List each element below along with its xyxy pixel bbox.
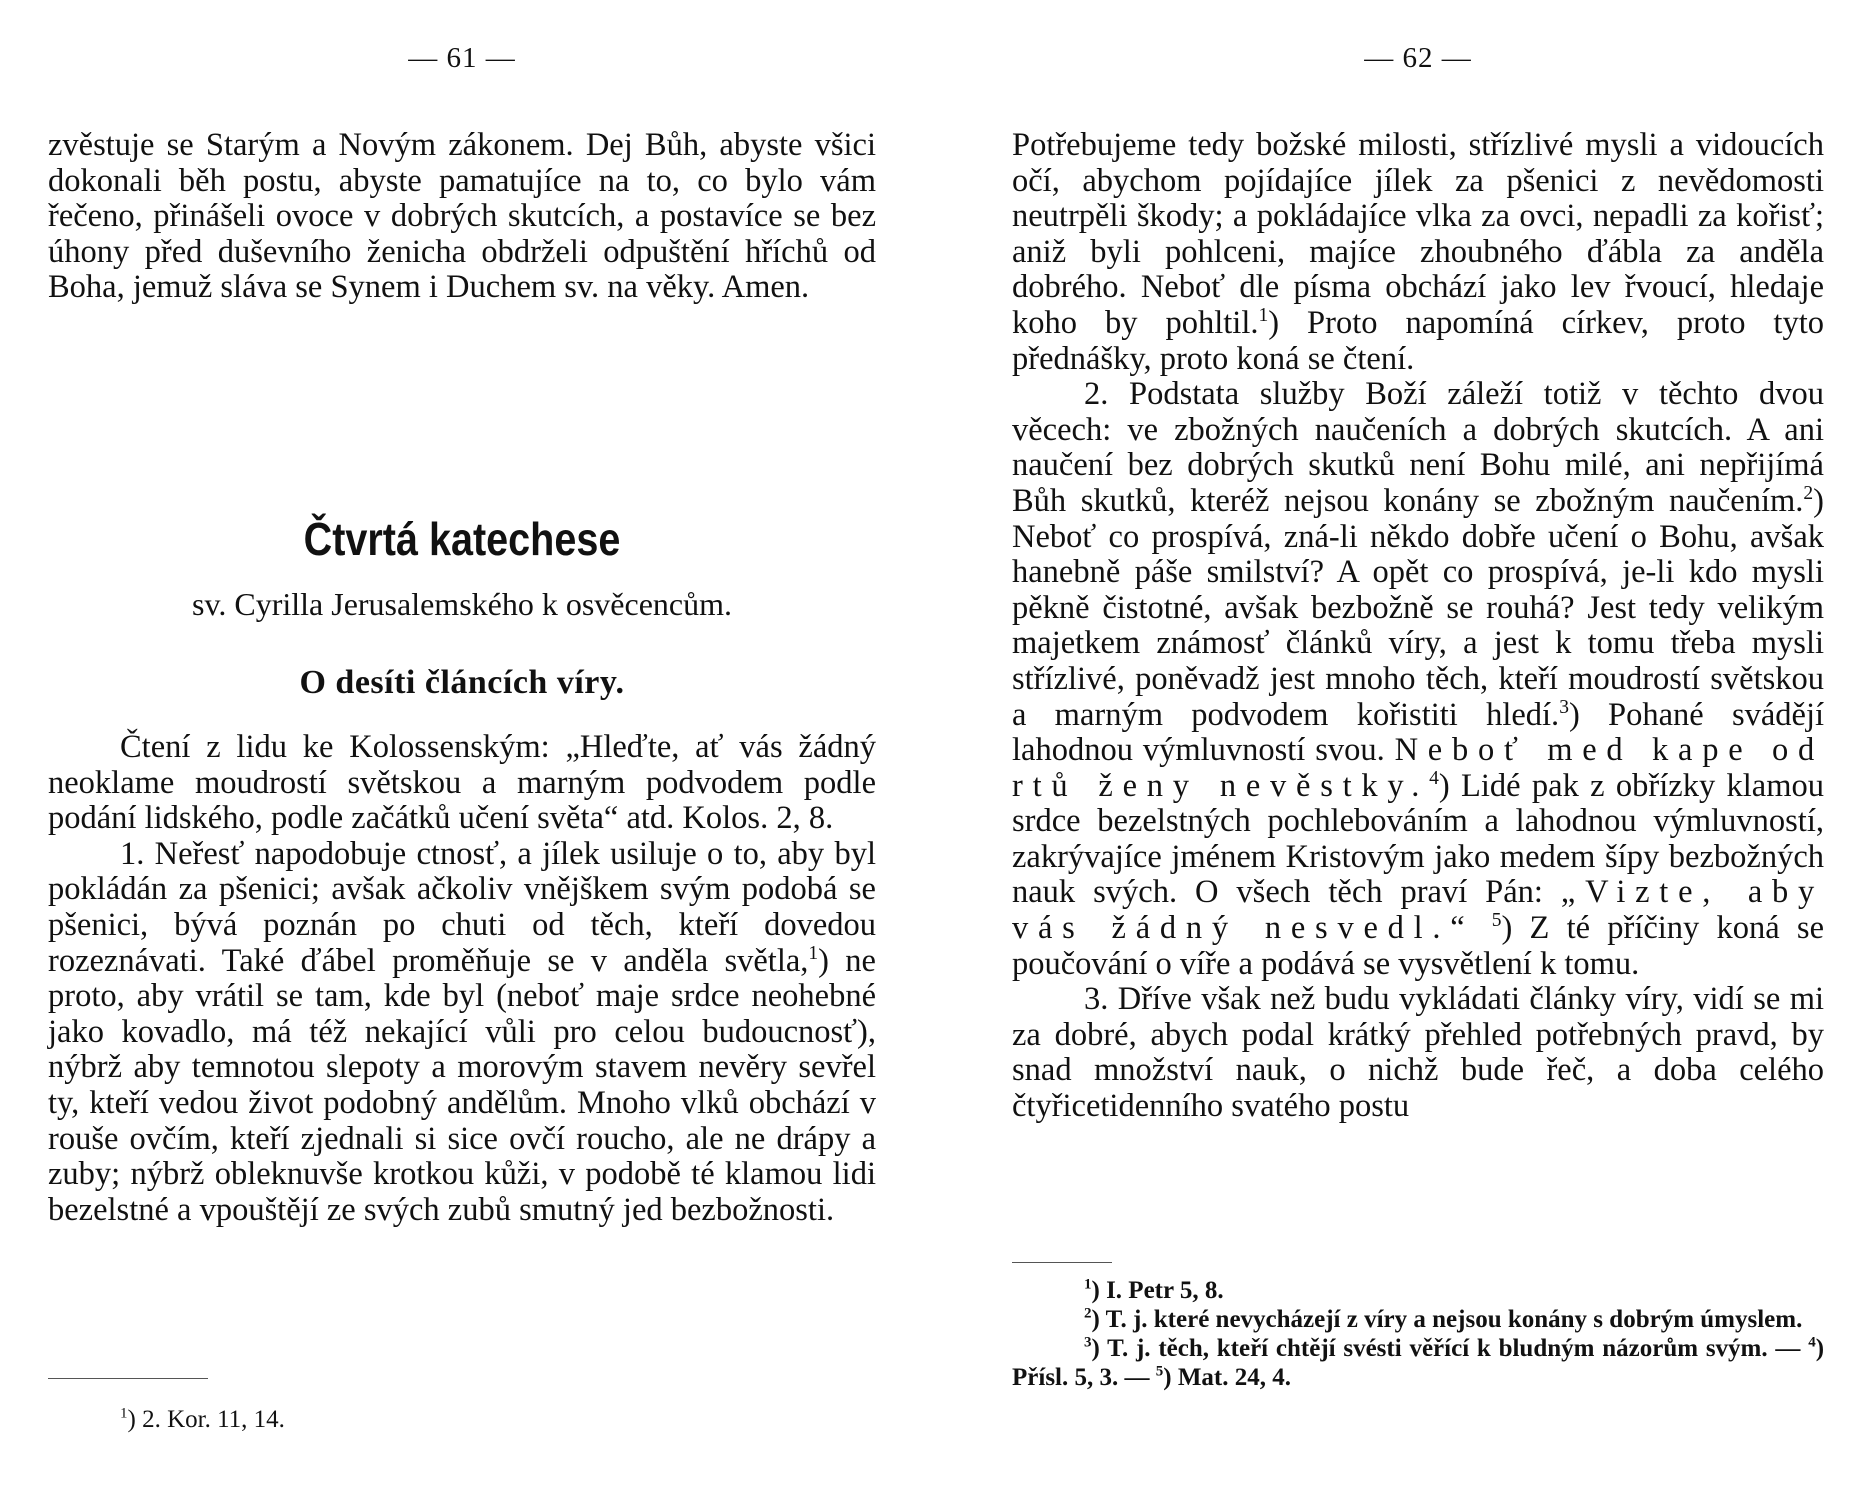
text-run: 2. Podstata služby Boží záleží totiž v těchto dvou věcech: ve zbožných naučeních a dobrých skutcích. A ani naučení bez dobrých skutků není Bohu milé, ani nepřijímá Bůh skutků, kteréž nejsou konány se zbožným naučením.: [1012, 376, 1824, 519]
paragraph: 1. Neřesť napodobuje ctnosť, a jílek usiluje o to, aby byl pokládán za pšenici; avšak ačkoliv vnějškem svým podobá se pšenici, bývá poznán po chuti od těch, kteří dovedou rozeznávati. Také ďábel proměňuje se v anděla světla,$^1$) ne proto, aby vrátil se tam, kde byl (neboť maje srdce neohebné jako kovadlo, má též nekající vůli pro celou budoucnosť), nýbrž aby temnotou slepoty a morovým stavem nevěry sevřel ty, kteří vedou život podobný andělům. Mnoho vlků obchází v rouše ovčím, kteří zjednali si sice ovčí roucho, ale ne drápy a zuby; nýbrž obleknuvše krotkou kůži, v podobě té klamou lidi bezelstné a vpouštějí ze svých zubů smutný jed bezbožnosti.: [48, 835, 876, 1228]
text-run: Potřebujeme tedy božské milosti, střízlivé mysli a vidoucích očí, abychom pojídajíce jílek za pšenici z nevědomosti neutrpěli škody; a pokládajíce vlka za ovci, nepadli za kořisť; aniž byli pohlceni, majíce zhoubného ďábla za anděla dobrého. Neboť dle písma obchází jako lev řvoucí, hledaje koho by pohltil.: [1012, 127, 1824, 341]
footnote-marker: 1: [120, 1405, 128, 1422]
section-title: O desíti článcích víry.: [299, 664, 625, 701]
text-run: Lidé pak z obřízky klamou srdce bezelstných pochlebováním a lahodnou výmluvností, zakrývajíce jménem Kristovým jako medem šípy bezbožných nauk svých. O všech těch praví Pán:: [1012, 767, 1824, 911]
paragraph: Potřebujeme tedy božské milosti, střízlivé mysli a vidoucích očí, abychom pojídajíce jílek za pšenici z nevědomosti neutrpěli škody; a pokládajíce vlka za ovci, nepadli za kořisť; aniž byli pohlceni, majíce zhoubného ďábla za anděla dobrého. Neboť dle písma obchází jako lev řvoucí, hledaje koho by pohltil.$^1$) Proto napomíná církev, proto tyto přednášky, proto koná se čtení.: [1012, 127, 1824, 377]
footnote-marker: 3: [1084, 1334, 1092, 1351]
footnote-reference: 2: [1803, 483, 1814, 505]
emphasized-quote: „Vizte, aby vás žádný nesvedl.“: [1012, 874, 1825, 947]
footnote-marker: 4: [1808, 1334, 1816, 1351]
paragraph: 2. Podstata služby Boží záleží totiž v těchto dvou věcech: ve zbožných naučeních a dobrých skutcích. A ani naučení bez dobrých skutků není Bohu milé, ani nepřijímá Bůh skutků, kteréž nejsou konány se zbožným naučením.$^2$) Neboť co prospívá, zná-li někdo dobře učení o Bohu, avšak hanebně páše smilství? A opět co prospívá, je-li kdo mysli pěkně čistotné, avšak bezbožně se rouhá? Jest tedy velikým majetkem známosť článků víry, a jest k tomu třeba mysli střízlivé, poněvadž jest mnoho těch, kteří moudrostí světskou a marným podvodem kořistiti hledí.$^3$) Pohané svádějí lahodnou výmluvností svou. Neboť med kape od rtů ženy nevěstky.$^4$) Lidé pak z obřízky klamou srdce bezelstných pochlebováním a lahodnou výmluvností, zakrývajíce jménem Kristovým jako medem šípy bezbožných nauk svých. O všech těch praví Pán: „Vizte, aby vás žádný nesvedl.“ $^5$) Z té příčiny koná se poučování o víře a podává se vysvětlení k tomu.: [1012, 376, 1825, 982]
text-run: ne proto, aby vrátil se tam, kde byl (neboť maje srdce neohebné jako kovadlo, má též nekající vůli pro celou budoucnosť), nýbrž aby temnotou slepoty a morovým stavem nevěry sevřel ty, kteří vedou život podobný andělům. Mnoho vlků obchází v rouše ovčím, kteří zjednali si sice ovčí roucho, ale ne drápy a zuby; nýbrž obleknuvše krotkou kůži, v podobě té klamou lidi bezelstné a vpouštějí ze svých zubů smutný jed bezbožnosti.: [48, 942, 876, 1228]
page-number: — 61 —: [408, 42, 516, 74]
text-run: 1. Neřesť napodobuje ctnosť, a jílek usiluje o to, aby byl pokládán za pšenici; avšak ačkoliv vnějškem svým podobá se pšenici, bývá poznán po chuti od těch, kteří dovedou rozeznávati. Také ďábel proměňuje se v anděla světla,: [48, 835, 876, 979]
footnotes: [1012, 1276, 1824, 1392]
footnote-reference: 4: [1429, 767, 1439, 789]
footnote-text: T. j. těch, kteří chtějí svésti věřící k bludným názorům svým. —: [1099, 1335, 1801, 1362]
page-number: — 62 —: [1364, 42, 1472, 74]
emphasized-quote: Neboť med kape od rtů ženy nevěstky.: [1012, 732, 1824, 804]
footnote-text: I. Petr 5, 8.: [1099, 1277, 1224, 1304]
text-run: Proto napomíná církev, proto tyto přednášky, proto koná se čtení.: [1012, 304, 1824, 377]
chapter-subtitle: sv. Cyrilla Jerusalemského k osvěcencům.: [191, 586, 732, 622]
footnote-reference: 1: [808, 942, 819, 964]
footnote-marker: 2: [1084, 1305, 1092, 1322]
footnotes: [48, 1405, 876, 1434]
footnote-divider: [1012, 1262, 1112, 1263]
footnote-reference: 5: [1491, 910, 1502, 932]
footnote: $^1$) I. Petr 5, 8.: [1084, 1276, 1224, 1304]
footnote-marker: 1: [1084, 1276, 1092, 1293]
footnote-text: Mat. 24, 4.: [1171, 1364, 1291, 1391]
main-text: [1012, 128, 1824, 1125]
footnote: $^2$) T. j. které nevycházejí z víry a nejsou konány s dobrým úmyslem.: [1084, 1305, 1803, 1333]
footnote-reference: 3: [1559, 696, 1569, 718]
text-run: Pohané svádějí lahodnou výmluvností svou.: [1012, 696, 1825, 769]
text-run: Neboť co prospívá, zná-li někdo dobře učení o Bohu, avšak hanebně páše smilství? A opět co prospívá, je-li kdo mysli pěkně čistotné, avšak bezbožně se rouhá? Jest tedy velikým majetkem známosť článků víry, a jest k tomu třeba mysli střízlivé, poněvadž jest mnoho těch, kteří moudrostí světskou a marným podvodem kořistiti hledí.: [1012, 518, 1824, 733]
footnote-text: 2. Kor. 11, 14.: [135, 1406, 285, 1433]
footnote-reference: 1: [1258, 305, 1269, 327]
footnote-text: T. j. které nevycházejí z víry a nejsou konány s dobrým úmyslem.: [1099, 1306, 1803, 1333]
paragraph: zvěstuje se Starým a Novým zákonem. Dej Bůh, abyste všici dokonali běh postu, abyste pamatujíce na to, co bylo vám řečeno, přinášeli ovoce v dobrých skutcích, a postavíce se bez úhony před duševního ženicha obdrželi odpuštění hříchů od Boha, jemuž sláva se Synem i Duchem sv. na věky. Amen.: [48, 127, 876, 306]
chapter-title: Čtvrtá katechese: [303, 513, 621, 565]
main-text: [48, 730, 876, 1228]
footnote-divider: [48, 1378, 208, 1379]
footnote: $^1$) 2. Kor. 11, 14.: [120, 1405, 285, 1433]
text-run: Z té příčiny koná se poučování o víře a podává se vysvětlení k tomu.: [1012, 910, 1824, 982]
footnote-marker: 5: [1155, 1363, 1164, 1380]
paragraph: Čtení z lidu ke Kolossenským: „Hleďte, ať vás žádný neoklame moudrostí světskou a marným podvodem podle podání lidského, podle začátků učení světa“ atd. Kolos. 2, 8.: [48, 729, 876, 837]
intro-text: [48, 128, 876, 306]
footnote-text: Přísl. 5, 3. —: [1012, 1364, 1150, 1391]
footnote: $^3$) T. j. těch, kteří chtějí svésti věřící k bludným názorům svým. — $^4$) Přísl. 5, 3. — $^5$) Mat. 24, 4.: [1012, 1334, 1825, 1391]
paragraph: 3. Dříve však než budu vykládati články víry, vidí se mi za dobré, abych podal krátký přehled potřebných pravd, by snad množství nauk, o nichž bude řeč, a doba celého čtyřicetidenního svatého postu: [1012, 981, 1824, 1125]
